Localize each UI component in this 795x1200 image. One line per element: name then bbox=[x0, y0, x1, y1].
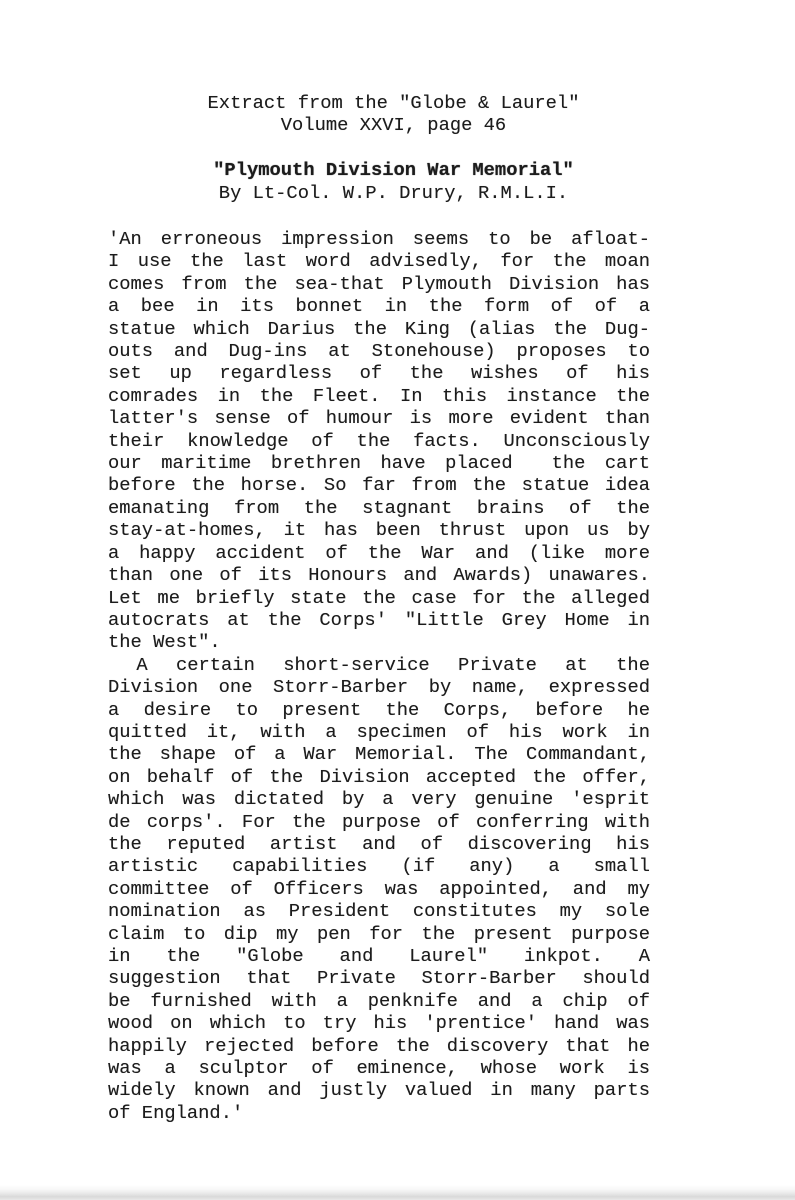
text-line: set up regardless of the wishes of his bbox=[108, 362, 650, 385]
text-line: which was dictated by a very genuine 'esprit bbox=[108, 788, 650, 811]
page-bottom-edge-shadow bbox=[0, 1185, 795, 1200]
text-line: widely known and justly valued in many parts bbox=[108, 1079, 650, 1102]
text-line: happily rejected before the discovery that he bbox=[108, 1034, 650, 1057]
text-line: a desire to present the Corps, before he bbox=[108, 698, 650, 721]
text-line: statue which Darius the King (alias the Dug- bbox=[108, 317, 650, 340]
text-line: de corps'. For the purpose of conferring with bbox=[108, 810, 650, 833]
text-line: nomination as President constitutes my sole bbox=[108, 900, 650, 923]
text-line: A certain short-service Private at the bbox=[108, 653, 650, 676]
text-line: the shape of a War Memorial. The Commandant, bbox=[108, 743, 650, 766]
text-line: of England.' bbox=[108, 1101, 244, 1124]
document-title: "Plymouth Division War Memorial" bbox=[213, 159, 574, 182]
text-line: than one of its Honours and Awards) unawares. bbox=[108, 564, 650, 587]
text-line: the West". bbox=[108, 631, 221, 654]
text-line: quitted it, with a specimen of his work in bbox=[108, 720, 650, 743]
text-line: autocrats at the Corps' "Little Grey Home in bbox=[108, 608, 650, 631]
paragraph-1 bbox=[108, 228, 650, 654]
text-line: their knowledge of the facts. Unconsciously bbox=[108, 429, 650, 452]
text-line: Let me briefly state the case for the alleged bbox=[108, 586, 650, 609]
text-line: before the horse. So far from the statue idea bbox=[108, 474, 650, 497]
source-line-2: Volume XXVI, page 46 bbox=[280, 114, 507, 137]
text-line: I use the last word advisedly, for the moan bbox=[108, 250, 650, 273]
text-line: comes from the sea-that Plymouth Division has bbox=[108, 272, 650, 295]
article-body bbox=[108, 228, 650, 1124]
text-line: stay-at-homes, it has been thrust upon us by bbox=[108, 519, 650, 542]
document-header bbox=[0, 92, 787, 204]
text-line: our maritime brethren have placed the cart bbox=[108, 452, 650, 475]
text-line: 'An erroneous impression seems to be afloat- bbox=[108, 228, 650, 250]
text-line: wood on which to try his 'prentice' hand was bbox=[108, 1012, 650, 1035]
paragraph-2 bbox=[108, 654, 650, 1125]
text-line: Division one Storr-Barber by name, expressed bbox=[108, 676, 650, 699]
text-line: a bee in its bonnet in the form of of a bbox=[108, 295, 650, 318]
document-byline: By Lt-Col. W.P. Drury, R.M.L.I. bbox=[218, 181, 569, 204]
text-line: emanating from the stagnant brains of the bbox=[108, 496, 650, 519]
text-line: claim to dip my pen for the present purpose bbox=[108, 922, 650, 945]
text-line: a happy accident of the War and (like more bbox=[108, 541, 650, 564]
header-spacer bbox=[0, 137, 787, 159]
text-line: suggestion that Private Storr-Barber should bbox=[108, 967, 650, 990]
text-line: was a sculptor of eminence, whose work is bbox=[108, 1057, 650, 1080]
text-line: in the "Globe and Laurel" inkpot. A bbox=[108, 945, 650, 967]
text-line: the reputed artist and of discovering his bbox=[108, 832, 650, 855]
source-line-1: Extract from the "Globe & Laurel" bbox=[207, 92, 580, 114]
text-line: outs and Dug-ins at Stonehouse) proposes to bbox=[108, 340, 650, 363]
text-line: be furnished with a penknife and a chip of bbox=[108, 989, 650, 1012]
text-line: comrades in the Fleet. In this instance the bbox=[108, 384, 650, 407]
text-line: committee of Officers was appointed, and my bbox=[108, 877, 650, 900]
text-line: latter's sense of humour is more evident than bbox=[108, 407, 650, 430]
text-line: artistic capabilities (if any) a small bbox=[108, 855, 650, 878]
text-line: on behalf of the Division accepted the offer, bbox=[108, 765, 650, 788]
